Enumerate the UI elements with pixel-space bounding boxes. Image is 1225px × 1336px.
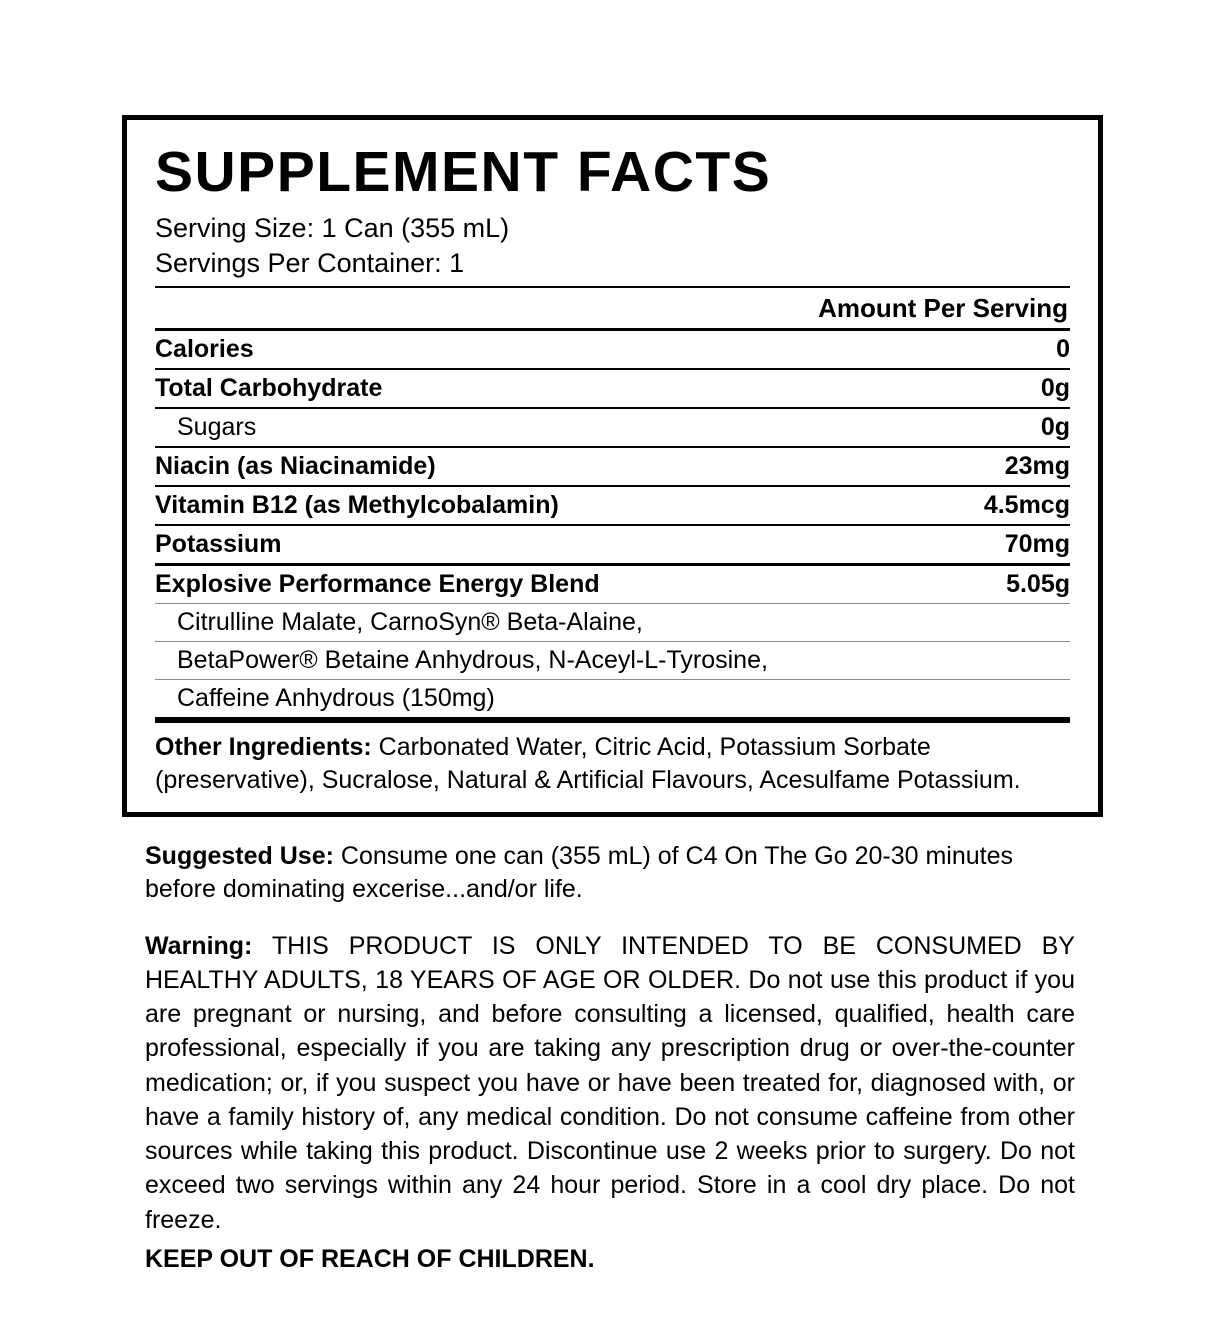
nutrient-value: 0g xyxy=(921,408,1070,447)
blend-ingredient-row xyxy=(155,604,1070,642)
warning-label: Warning: xyxy=(145,931,253,960)
blend-ingredient: Caffeine Anhydrous (150mg) xyxy=(155,680,1070,721)
blend-ingredient-row xyxy=(155,680,1070,721)
warning-text xyxy=(145,929,1075,1237)
amount-per-serving-header: Amount Per Serving xyxy=(818,293,1068,324)
nutrient-value: 4.5mcg xyxy=(921,486,1070,525)
nutrient-name: Total Carbohydrate xyxy=(155,369,921,408)
nutrient-name: Calories xyxy=(155,331,921,369)
blend-ingredient: Citrulline Malate, CarnoSyn® Beta-Alaine, xyxy=(155,604,1070,642)
nutrient-value: 0 xyxy=(921,331,1070,369)
blend-ingredient-row xyxy=(155,642,1070,680)
other-ingredients-label: Other Ingredients: xyxy=(155,733,372,762)
blend-ingredient: BetaPower® Betaine Anhydrous, N-Aceyl-L-Tyrosine, xyxy=(155,642,1070,680)
blend-value: 5.05g xyxy=(921,565,1070,604)
servings-per-container: Servings Per Container: 1 xyxy=(155,247,465,278)
other-ingredients-text: Carbonated Water, Citric Acid, Potassium Sorbate (preservative), Sucralose, Natural & Artificial Flavours, Acesulfame Potassium. xyxy=(155,733,1021,794)
nutrient-value: 23mg xyxy=(921,447,1070,486)
table-row xyxy=(155,408,1070,447)
keep-out-of-reach-notice: KEEP OUT OF REACH OF CHILDREN. xyxy=(145,1244,595,1273)
suggested-use-label: Suggested Use: xyxy=(145,842,334,870)
nutrient-value: 70mg xyxy=(921,525,1070,565)
supplement-facts-panel xyxy=(122,115,1103,817)
table-row xyxy=(155,369,1070,408)
other-ingredients xyxy=(155,723,1070,796)
blend-row xyxy=(155,565,1070,604)
suggested-use-text: Consume one can (355 mL) of C4 On The Go 20-30 minutes before dominating excerise...and/or life. xyxy=(145,842,1014,904)
nutrient-name: Vitamin B12 (as Methylcobalamin) xyxy=(155,486,921,525)
label-footer xyxy=(145,840,1075,1274)
nutrient-name: Niacin (as Niacinamide) xyxy=(155,447,921,486)
warning-body: THIS PRODUCT IS ONLY INTENDED TO BE CONSUMED BY HEALTHY ADULTS, 18 YEARS OF AGE OR OLDER. Do not use this product if you are pregnant or nursing, and before consulting a licensed, qualified, health care professional, especially if you are taking any prescription drug or over-the-counter medication; or, if you suspect you have or have been treated for, diagnosed with, or have a family history of, any medical condition. Do not consume caffeine from other sources while taking this product. Discontinue use 2 weeks prior to surgery. Do not exceed two servings within any 24 hour period. Store in a cool dry place. Do not freeze. xyxy=(145,931,1075,1234)
nutrition-table xyxy=(155,331,1070,723)
panel-title: SUPPLEMENT FACTS xyxy=(155,140,772,204)
table-row xyxy=(155,331,1070,369)
table-row xyxy=(155,525,1070,565)
table-row xyxy=(155,486,1070,525)
nutrient-name: Potassium xyxy=(155,525,921,565)
table-row xyxy=(155,447,1070,486)
blend-name: Explosive Performance Energy Blend xyxy=(155,565,921,604)
nutrient-value: 0g xyxy=(921,369,1070,408)
nutrient-name: Sugars xyxy=(155,408,921,447)
serving-size: Serving Size: 1 Can (355 mL) xyxy=(155,213,510,243)
suggested-use xyxy=(145,840,1075,907)
